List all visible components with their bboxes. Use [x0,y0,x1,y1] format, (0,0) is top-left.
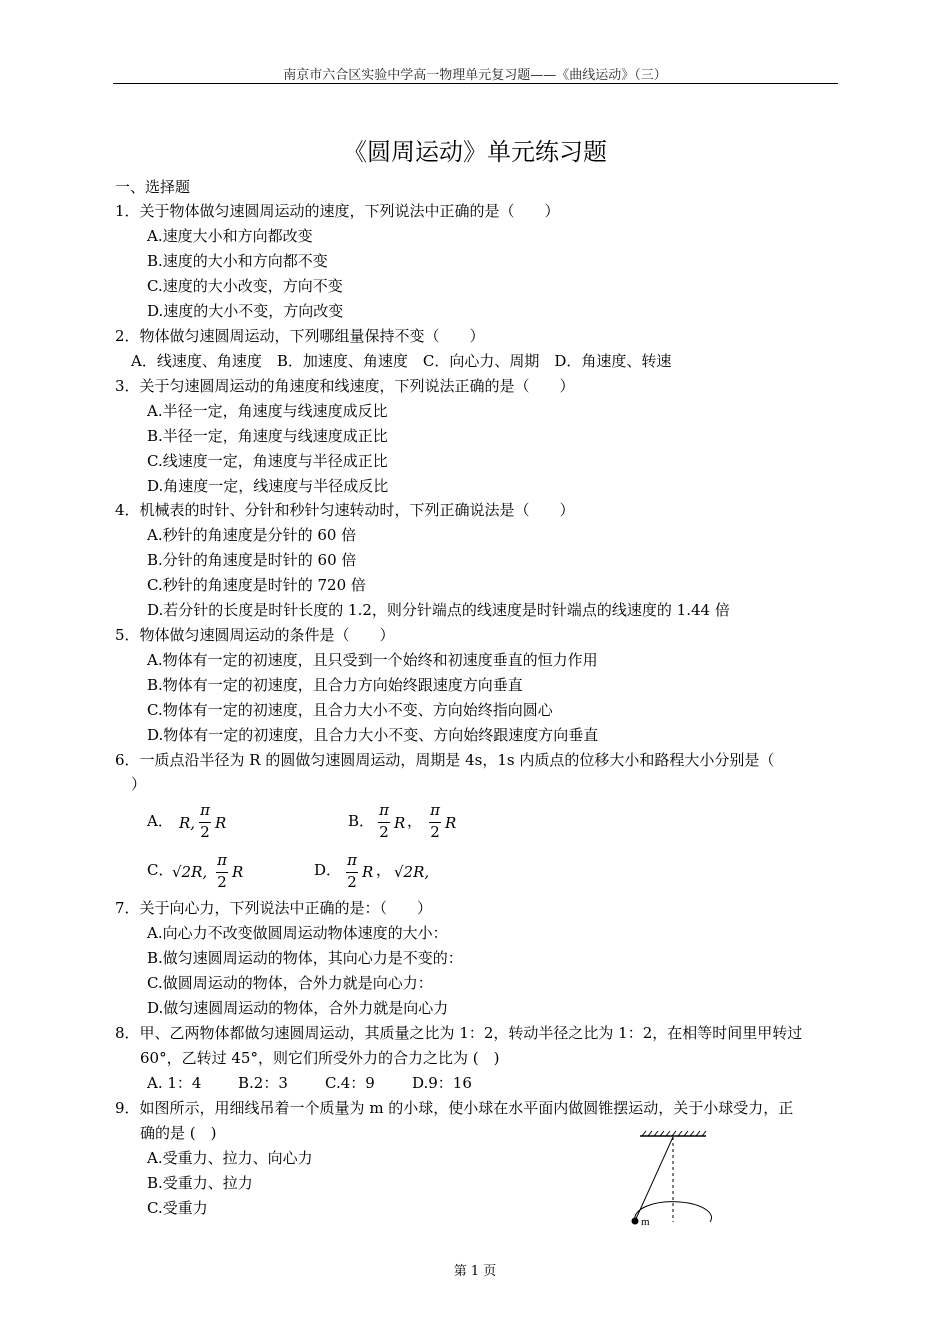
q3-option-c: C.线速度一定，角速度与半径成正比 [147,452,388,470]
q6-option-a-label: A． [147,812,173,830]
q6-option-b-label: B． [348,812,375,830]
q9-stem-line1: 9．如图所示，用细线吊着一个质量为 m 的小球，使小球在水平面内做圆锥摆运动，关于小球受力，正 [115,1099,794,1117]
q4-option-b: B.分针的角速度是时针的 60 倍 [147,551,357,569]
q3-option-a: A.半径一定，角速度与线速度成反比 [147,402,388,420]
page-footer: 第 1 页 [453,1264,497,1279]
q6-c-r: R [232,863,244,881]
q6-option-c-label: C． [147,861,174,879]
q5-stem: 5．物体做匀速圆周运动的条件是（ ） [115,626,395,644]
q4-stem: 4．机械表的时针、分针和秒针匀速转动时，下列正确说法是（ ） [115,501,575,519]
q7-option-c: C.做圆周运动的物体，合外力就是向心力： [147,974,433,992]
q1-option-d: D.速度的大小不变，方向改变 [147,302,344,320]
q6-b-r1: R [394,814,406,832]
ball [632,1218,639,1225]
q8-option-d: D.9：16 [412,1074,472,1092]
page-title: 《圆周运动》单元练习题 [343,138,607,166]
q7-option-a: A.向心力不改变做圆周运动物体速度的大小： [147,924,448,942]
q4-option-d: D.若分针的长度是时针长度的 1.2，则分针端点的线速度是时针端点的线速度的 1.44 倍 [147,601,730,619]
q6-stem-end: ） [131,775,147,793]
q8-option-c: C.4：9 [325,1074,375,1092]
q6-b-r2: R [445,814,457,832]
q3-stem: 3．关于匀速圆周运动的角速度和线速度，下列说法正确的是（ ） [115,377,575,395]
section-heading: 一、选择题 [115,178,191,196]
q6-c-sqrt: √2R, [172,863,208,881]
q5-option-b: B.物体有一定的初速度，且合力方向始终跟速度方向垂直 [147,676,523,694]
q5-option-c: C.物体有一定的初速度，且合力大小不变、方向始终指向圆心 [147,701,553,719]
q4-option-c: C.秒针的角速度是时针的 720 倍 [147,576,366,594]
conical-pendulum-figure [626,1130,726,1230]
q6-stem: 6．一质点沿半径为 R 的圆做匀速圆周运动，周期是 4s，1s 内质点的位移大小和路程大小分别是（ [115,751,775,769]
q9-option-c: C.受重力 [147,1199,208,1217]
q5-option-a: A.物体有一定的初速度，且只受到一个始终和初速度垂直的恒力作用 [147,651,598,669]
q1-stem: 1．关于物体做匀速圆周运动的速度，下列说法中正确的是（ ） [115,202,560,220]
string-line [635,1137,673,1221]
q4-option-a: A.秒针的角速度是分针的 60 倍 [147,526,357,544]
q3-option-d: D.角速度一定，线速度与半径成反比 [147,477,389,495]
mass-label: m [641,1216,650,1228]
page-header: 南京市六合区实验中学高一物理单元复习题——《曲线运动》（三） [283,68,667,83]
q1-option-b: B.速度的大小和方向都不变 [147,252,328,270]
q2-options: A．线速度、角速度 B．加速度、角速度 C．向心力、周期 D．角速度、转速 [131,352,672,370]
q8-stem-line2: 60°，乙转过 45°，则它们所受外力的合力之比为 ( ) [140,1049,500,1067]
q8-option-a: A. 1：4 [147,1074,202,1092]
q6-d-r: R [362,863,374,881]
q2-stem: 2．物体做匀速圆周运动，下列哪组量保持不变（ ） [115,327,485,345]
q6-b-comma: ， [407,812,423,830]
q6-a-r2: R [215,814,227,832]
q9-option-a: A.受重力、拉力、向心力 [147,1149,313,1167]
q6-d-sqrt: √2R, [394,863,430,881]
q9-stem-line2: 确的是 ( ) [140,1124,217,1142]
q6-d-comma: ， [376,861,392,879]
header-rule [113,83,838,84]
q5-option-d: D.物体有一定的初速度，且合力大小不变、方向始终跟速度方向垂直 [147,726,599,744]
q1-option-a: A.速度大小和方向都改变 [147,227,313,245]
q9-option-b: B.受重力、拉力 [147,1174,253,1192]
q6-option-d-label: D． [314,861,342,879]
q3-option-b: B.半径一定，角速度与线速度成正比 [147,427,388,445]
q8-stem-line1: 8．甲、乙两物体都做匀速圆周运动，其质量之比为 1：2，转动半径之比为 1：2，在相等时间里甲转过 [115,1024,803,1042]
q1-option-c: C.速度的大小改变，方向不变 [147,277,343,295]
q7-option-b: B.做匀速圆周运动的物体，其向心力是不变的： [147,949,463,967]
q7-stem: 7．关于向心力，下列说法中正确的是：（ ） [115,899,433,917]
ceiling-hatch [640,1131,706,1136]
q6-a-r: R, [179,814,196,832]
q7-option-d: D.做匀速圆周运动的物体，合外力就是向心力 [147,999,449,1017]
q8-option-b: B.2：3 [238,1074,288,1092]
